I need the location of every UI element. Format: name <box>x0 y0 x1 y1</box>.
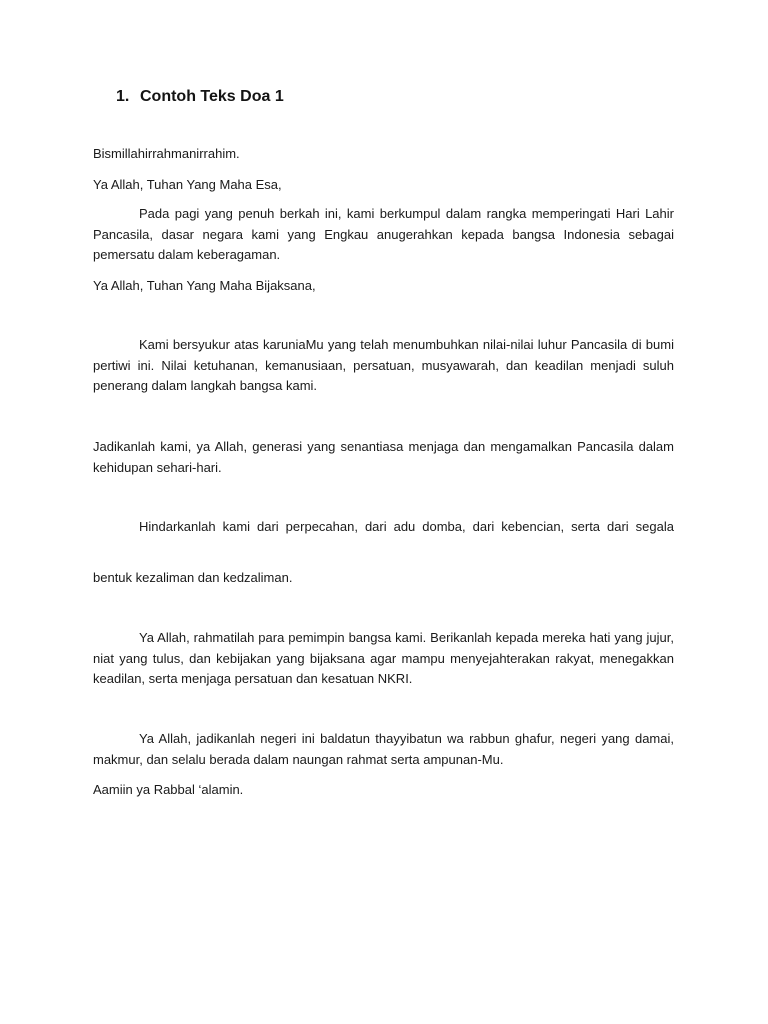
paragraph-body-6: Ya Allah, jadikanlah negeri ini baldatun thayyibatun wa rabbun ghafur, negeri yang damai, makmur, dan selalu berada dalam naungan rahmat serta ampunan-Mu. <box>93 731 674 767</box>
paragraph-salutation-2: Ya Allah, Tuhan Yang Maha Bijaksana, <box>93 278 316 293</box>
section-heading <box>116 88 284 106</box>
paragraph-body-4: Hindarkanlah kami dari perpecahan, dari adu domba, dari kebencian, serta dari segala <box>139 519 674 534</box>
paragraph-closing: Aamiin ya Rabbal ‘alamin. <box>93 782 244 797</box>
heading-title: Contoh Teks Doa 1 <box>140 88 284 105</box>
heading-number: 1. <box>116 88 130 105</box>
paragraph-salutation-1: Ya Allah, Tuhan Yang Maha Esa, <box>93 177 282 192</box>
paragraph-body-4-continued: bentuk kezaliman dan kedzaliman. <box>93 570 293 585</box>
paragraph-body-3: Jadikanlah kami, ya Allah, generasi yang senantiasa menjaga dan mengamalkan Pancasila dalam kehidupan sehari-hari. <box>93 439 674 475</box>
paragraph-body-2: Kami bersyukur atas karuniaMu yang telah menumbuhkan nilai-nilai luhur Pancasila di bumi pertiwi ini. Nilai ketuhanan, kemanusiaan, persatuan, musyawarah, dan keadilan menjadi suluh penerang dalam langkah bangsa kami. <box>93 337 674 393</box>
paragraph-opening: Bismillahirrahmanirrahim. <box>93 146 240 161</box>
paragraph-body-1: Pada pagi yang penuh berkah ini, kami berkumpul dalam rangka memperingati Hari Lahir Pancasila, dasar negara kami yang Engkau anugerahkan kepada bangsa Indonesia sebagai pemersatu dalam keberagaman. <box>93 206 674 262</box>
paragraph-body-5: Ya Allah, rahmatilah para pemimpin bangsa kami. Berikanlah kepada mereka hati yang jujur, niat yang tulus, dan kebijakan yang bijaksana agar mampu menyejahterakan rakyat, menegakkan keadilan, serta menjaga persatuan dan kesatuan NKRI. <box>93 630 674 686</box>
